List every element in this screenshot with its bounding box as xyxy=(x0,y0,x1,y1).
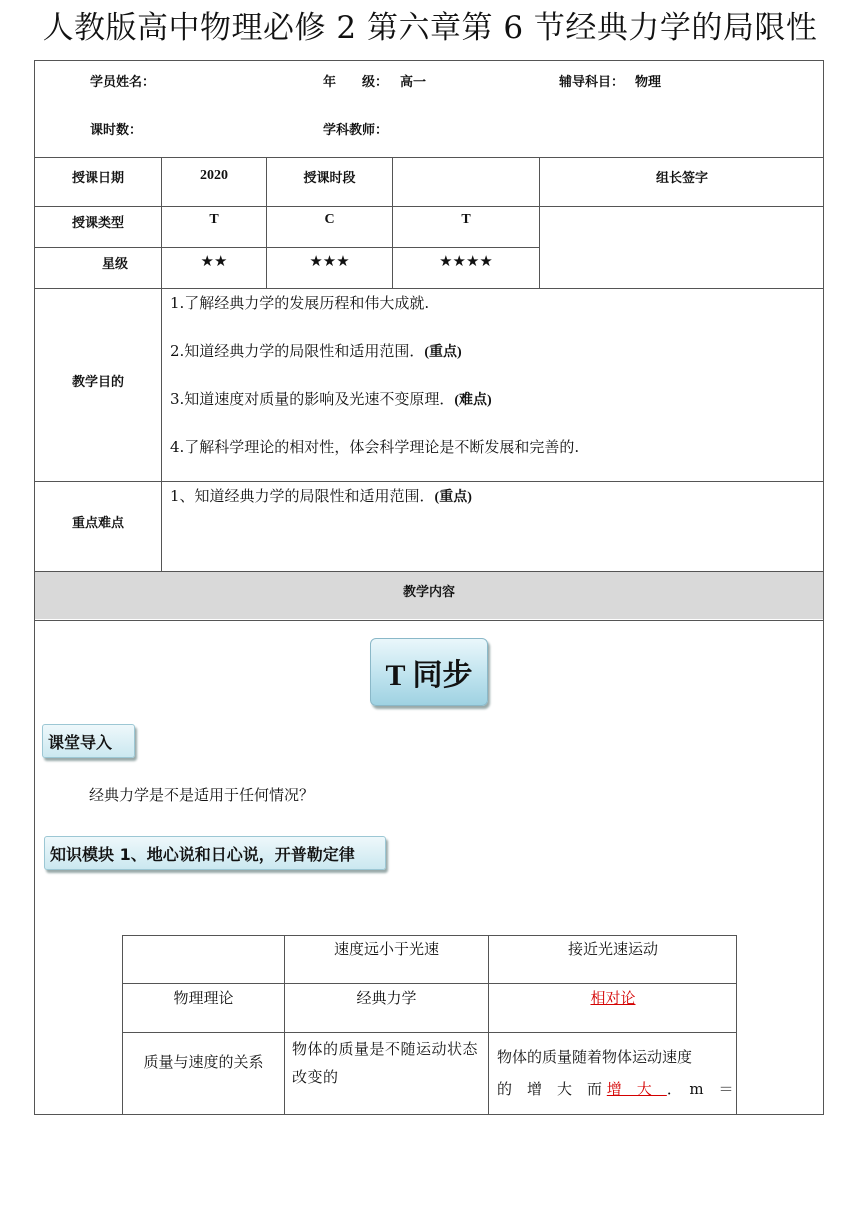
row-theory-label: 物理理论 xyxy=(173,989,234,1007)
divider xyxy=(284,935,285,1115)
goal-item-3: 3.知道速度对质量的影响及光速不变原理．(难点) xyxy=(170,390,492,408)
classical-mass-text: 物体的质量是不随运动状态改变的 xyxy=(292,1040,479,1086)
level-4-stars: ★★★★ xyxy=(439,252,493,270)
type-c: C xyxy=(324,212,335,227)
grade-label: 年 级： xyxy=(323,75,389,90)
header-slow: 速度远小于光速 xyxy=(333,940,439,958)
relativity-answer: 相对论 xyxy=(590,989,636,1007)
sign-label: 组长签字 xyxy=(655,171,708,186)
goal-item-4: 4.了解科学理论的相对性，体会科学理论是不断发展和完善的. xyxy=(170,438,580,456)
level-label: 星级 xyxy=(101,257,128,272)
mass-increase-answer: 增 大 xyxy=(606,1080,667,1098)
goal-item-2: 2.知道经典力学的局限性和适用范围．(重点) xyxy=(170,342,462,360)
divider xyxy=(34,481,824,482)
hours-label: 课时数： xyxy=(90,123,143,138)
content-label: 教学内容 xyxy=(402,585,455,600)
intro-tag: 课堂导入 xyxy=(42,724,135,758)
type-label: 授课类型 xyxy=(71,216,124,231)
divider xyxy=(488,935,489,1115)
type-t2: T xyxy=(461,212,471,227)
key-points-text: 1、知道经典力学的局限性和适用范围．(重点) xyxy=(170,487,472,505)
divider xyxy=(34,620,824,621)
page-title: 人教版高中物理必修 2 第六章第 6 节经典力学的局限性 xyxy=(42,10,818,46)
module-tag: 知识模块 1、地心说和日心说，开普勒定律 xyxy=(44,836,386,870)
level-3-stars: ★★★ xyxy=(309,252,350,270)
goals-label: 教学目的 xyxy=(71,375,124,390)
level-2-stars: ★★ xyxy=(200,252,228,270)
date-label: 授课日期 xyxy=(71,171,124,186)
subject-label: 辅导科目： xyxy=(559,75,625,90)
row-mass-label: 质量与速度的关系 xyxy=(143,1053,264,1071)
divider xyxy=(122,1032,737,1033)
subject-value: 物理 xyxy=(635,75,662,90)
header-fast: 接近光速运动 xyxy=(567,940,658,958)
period-label: 授课时段 xyxy=(303,171,356,186)
relativistic-mass-text: 物体的质量随着物体运动速度 的 增 大 而 增 大 ． m ＝ xyxy=(497,1048,734,1098)
date-value: 2020 xyxy=(200,168,228,183)
divider xyxy=(34,247,539,248)
teacher-label: 学科教师： xyxy=(323,123,389,138)
intro-question: 经典力学是不是适用于任何情况？ xyxy=(89,786,315,804)
divider xyxy=(34,157,824,158)
grade-value: 高一 xyxy=(400,75,427,90)
student-name-label: 学员姓名： xyxy=(90,75,156,90)
goal-item-1: 1.了解经典力学的发展历程和伟大成就. xyxy=(170,294,430,312)
divider xyxy=(34,206,824,207)
divider xyxy=(122,983,737,984)
divider xyxy=(34,288,824,289)
key-points-label: 重点难点 xyxy=(71,516,124,531)
type-t: T xyxy=(209,212,219,227)
sync-badge: T 同步 xyxy=(370,638,488,706)
classical-mechanics: 经典力学 xyxy=(356,989,417,1007)
